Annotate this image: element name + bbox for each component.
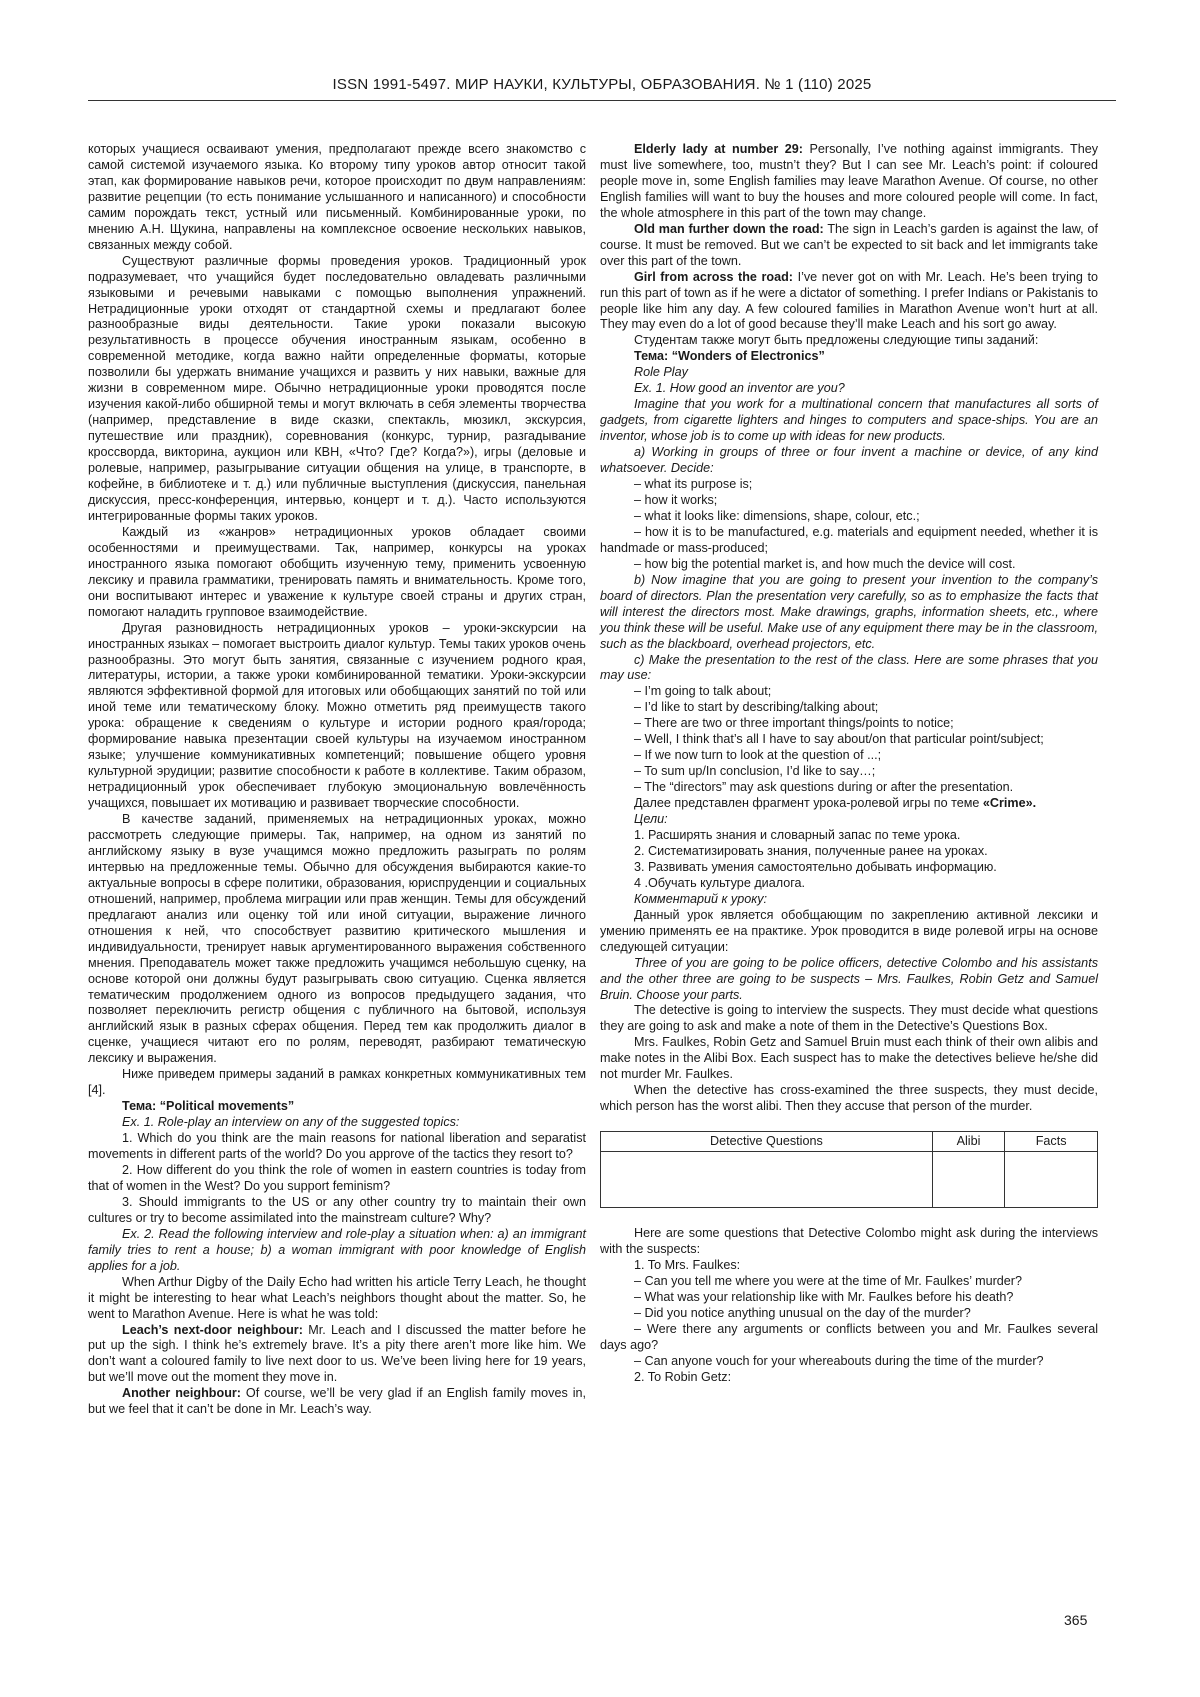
table-row <box>601 1152 1098 1208</box>
page-number: 365 <box>1064 1612 1087 1628</box>
table-cell <box>1005 1152 1098 1208</box>
list-item: 2. How different do you think the role of women in eastern countries is today from that of women in the West? Do you support feminism? <box>88 1163 586 1195</box>
list-item: 1. Which do you think are the main reasons for national liberation and separatist movements in different parts of the world? Do you approve of the tactics they resort to? <box>88 1131 586 1163</box>
list-item: – how big the potential market is, and how much the device will cost. <box>600 557 1098 573</box>
speaker-text: Mr. Leach and I discussed the matter before he put up the sigh. I think he’s extremely brave. It’s a pity there aren’t more like him. We don’t want a coloured family to live next door to us. We’ve been living here for 19 years, but we’ll move out the moment they move in. <box>88 1323 586 1385</box>
paragraph <box>600 796 1098 812</box>
exercise-subtitle: Role Play <box>600 365 1098 381</box>
paragraph: Каждый из «жанров» нетрадиционных уроков обладает своими особенностями и преимуществами. Так, например, конкурсы на уроках иностранного языка помогают обобщить изученную тему, применить усвоенную лексику и правила грамматики, тренировать память и внимательность. Кроме того, они воспитывают интерес и уважение к культуре своей страны и других стран, помогают наладить групповое взаимодействие. <box>88 525 586 621</box>
list-item: – Can anyone vouch for your whereabouts during the time of the murder? <box>600 1354 1098 1370</box>
paragraph: a) Working in groups of three or four invent a machine or device, of any kind whatsoever. Decide: <box>600 445 1098 477</box>
list-item: 1. Расширять знания и словарный запас по теме урока. <box>600 828 1098 844</box>
topic-title: «Crime». <box>983 796 1036 810</box>
paragraph: When Arthur Digby of the Daily Echo had written his article Terry Leach, he thought it might be interesting to hear what Leach’s neighbors thought about the matter. So, he went to Marathon Avenue. Here is what he was told: <box>88 1275 586 1323</box>
exercise-title: Ex. 1. How good an inventor are you? <box>600 381 1098 397</box>
list-item: – what its purpose is; <box>600 477 1098 493</box>
speaker-label: Leach’s next-door neighbour: <box>122 1323 303 1337</box>
left-column <box>88 142 586 1418</box>
list-item: – how it is to be manufactured, e.g. materials and equipment needed, whether it is handmade or mass-produced; <box>600 525 1098 557</box>
journal-header: ISSN 1991-5497. МИР НАУКИ, КУЛЬТУРЫ, ОБРАЗОВАНИЯ. № 1 (110) 2025 <box>88 76 1116 93</box>
paragraph: Существуют различные формы проведения уроков. Традиционный урок подразумевает, что учащийся будет последовательно овладевать различными языковыми и речевыми навыками с помощью выполнения упражнений. Нетрадиционные уроки отходят от стандартной схемы и предлагают более разнообразные виды деятельности. Такие уроки показали высокую результативность в процессе обучения иностранным языкам, особенно в современной методике, когда важно найти определенные форматы, которые позволили бы удержать внимание учащихся и развить у них навыки, важные для жизни в современном мире. Обычно нетрадиционные уроки проводятся после изучения какой-либо обширной темы и могут включать в себя элементы творчества (например, представление в виде сказки, спектакль, мюзикл, экскурсия, путешествие или праздник), соревнования (конкурс, турнир, разгадывание кроссворда, викторина, аукцион или КВН, «Что? Где? Когда?»), игры (деловые и ролевые, например, разыгрывание ситуации общения на улице, в транспорте, в кофейне, в библиотеке и т. д.) или публичные выступления (дискуссия, панельная дискуссия, пресс-конференция, интервью, концерт и т. д.). Часто используются интегрированные формы таких уроков. <box>88 254 586 525</box>
speaker-label: Another neighbour: <box>122 1386 241 1400</box>
exercise-title: Ex. 2. Read the following interview and role-play a situation when: a) an immigrant family tries to rent a house; b) a woman immigrant with poor knowledge of English applies for a job. <box>88 1227 586 1275</box>
paragraph: When the detective has cross-examined the three suspects, they must decide, which person has the worst alibi. Then they accuse that person of the murder. <box>600 1083 1098 1115</box>
topic-heading <box>88 1099 586 1115</box>
list-item: 2. Систематизировать знания, полученные ранее на уроках. <box>600 844 1098 860</box>
speaker-label: Old man further down the road: <box>634 222 824 236</box>
goals-heading: Цели: <box>600 812 1098 828</box>
paragraph: В качестве заданий, применяемых на нетрадиционных уроках, можно рассмотреть следующие примеры. Так, например, на одном из занятий по английскому языку в вузе учащимся можно предложить разыграть по ролям интервью на предложенные темы. Обычно для обсуждения выбираются какие-то актуальные вопросы в сфере политики, образования, юриспруденции и социальных отношений, например, проблема миграции или прав женщин. Темы для обсуждений предлагают анализ или оценку той или иной ситуации, выражение личного отношения к ней, что способствует развитию критического мышления и индивидуальности, тренирует навык аргументированного выражения собственного мнения. Преподаватель может также предложить учащимся небольшую сценку, на основе которой они должны будут разыгрывать свою ситуацию. Сценка является тематическим продолжением одного из вопросов предыдущего задания, что позволяет переключить регистр общения с публичного на бытовой, используя английский язык в разных сферах общения. Перед тем как продолжить диалог в сценке, учащиеся читают его по ролям, переводят, разбирают тематическую лексику и выражения. <box>88 812 586 1067</box>
paragraph: которых учащиеся осваивают умения, предполагают прежде всего знакомство с самой системой изучаемого языка. Ко второму типу уроков автор относит такой этап, как формирование навыков речи, которое происходит по двум направлениям: развитие рецепции (то есть понимание услышанного и написанного) и способности самим порождать текст, устный или письменный. Комбинированные уроки, по мнению А.Н. Щукина, направлены на комплексное освоение нескольких навыков, связанных между собой. <box>88 142 586 254</box>
list-item: – Did you notice anything unusual on the day of the murder? <box>600 1306 1098 1322</box>
list-item: – To sum up/In conclusion, I’d like to say…; <box>600 764 1098 780</box>
paragraph-text: Далее представлен фрагмент урока-ролевой игры по теме <box>634 796 983 810</box>
paragraph: The detective is going to interview the suspects. They must decide what questions they are going to ask and make a note of them in the Detective’s Questions Box. <box>600 1003 1098 1035</box>
dialogue-entry <box>600 142 1098 222</box>
speaker-text: Personally, I’ve nothing against immigrants. They must live somewhere, too, mustn’t they? But I can see Mr. Leach’s point: if coloured people move in, some English families may leave Marathon Avenue. Of course, no other English families will want to buy the houses and more coloured people will come. In fact, the whole atmosphere in this part of the town may change. <box>600 142 1098 220</box>
table-header-row <box>601 1132 1098 1152</box>
list-item: 3. Should immigrants to the US or any other country try to maintain their own cultures or try to become assimilated into the mainstream culture? Why? <box>88 1195 586 1227</box>
list-item: – Well, I think that’s all I have to say about/on that particular point/subject; <box>600 732 1098 748</box>
topic-title: Тема: “Political movements” <box>122 1099 294 1113</box>
list-item: – Can you tell me where you were at the time of Mr. Faulkes’ murder? <box>600 1274 1098 1290</box>
topic-heading <box>600 349 1098 365</box>
list-item: – I’d like to start by describing/talking about; <box>600 700 1098 716</box>
dialogue-entry <box>88 1386 586 1418</box>
paragraph: Другая разновидность нетрадиционных уроков – уроки-экскурсии на иностранных языках – помогает выстроить диалог культур. Темы таких уроков очень разнообразны. Это могут быть занятия, связанные с изучением родного края, литературы, истории, а также уроки комбинированной тематики. Уроки-экскурсии являются эффективной формой для итоговых или обобщающих занятий по той или иной теме или тематическому блоку. Можно отметить ряд преимуществ такого урока: обращение к сведениям о культуре и истории родного края/города; формирование навыка презентации своей культуры на изучаемом иностранном языке; улучшение коммуникативных компетенций; повышение общего уровня культурной эрудиции; развитие способности к работе в коллективе. Таким образом, нетрадиционный урок обеспечивает глубокую эмоциональную вовлечённость учащихся, повышает их мотивацию и развивает творческие способности. <box>88 621 586 812</box>
speaker-text: I’ve never got on with Mr. Leach. He’s been trying to run this part of town as if he were a dictator of something. I prefer Indians or Pakistanis to people like him any day. A few coloured families in Marathon Avenue won’t hurt at all. They may even do a lot of good because they’ll make Leach and his sort go away. <box>600 270 1098 332</box>
speaker-text: The sign in Leach’s garden is against the law, of course. It must be removed. But we can’t be expected to sit back and let immigrants take over this part of the town. <box>600 222 1098 268</box>
list-item: – The “directors” may ask questions during or after the presentation. <box>600 780 1098 796</box>
dialogue-entry <box>600 222 1098 270</box>
list-item: – Were there any arguments or conflicts between you and Mr. Faulkes several days ago? <box>600 1322 1098 1354</box>
list-item: – What was your relationship like with Mr. Faulkes before his death? <box>600 1290 1098 1306</box>
list-item: – If we now turn to look at the question of ...; <box>600 748 1098 764</box>
list-item: – what it looks like: dimensions, shape, colour, etc.; <box>600 509 1098 525</box>
dialogue-entry <box>88 1323 586 1387</box>
table-header-cell: Alibi <box>932 1132 1004 1152</box>
paragraph: Данный урок является обобщающим по закреплению активной лексики и умению применять ее на практике. Урок проводится в виде ролевой игры на основе следующей ситуации: <box>600 908 1098 956</box>
crime-table <box>600 1131 1098 1208</box>
list-item: – There are two or three important things/points to notice; <box>600 716 1098 732</box>
table-cell <box>601 1152 933 1208</box>
dialogue-entry <box>600 270 1098 334</box>
comment-heading: Комментарий к уроку: <box>600 892 1098 908</box>
paragraph: Ниже приведем примеры заданий в рамках конкретных коммуникативных тем [4]. <box>88 1067 586 1099</box>
list-item: 2. To Robin Getz: <box>600 1370 1098 1386</box>
header-rule <box>88 100 1116 101</box>
paragraph: c) Make the presentation to the rest of the class. Here are some phrases that you may use: <box>600 653 1098 685</box>
list-item: 3. Развивать умения самостоятельно добывать информацию. <box>600 860 1098 876</box>
paragraph: Three of you are going to be police officers, detective Colombo and his assistants and the other three are going to be suspects – Mrs. Faulkes, Robin Getz and Samuel Bruin. Choose your parts. <box>600 956 1098 1004</box>
exercise-title: Ex. 1. Role-play an interview on any of the suggested topics: <box>88 1115 586 1131</box>
table-header-cell: Detective Questions <box>601 1132 933 1152</box>
table-header-cell: Facts <box>1005 1132 1098 1152</box>
topic-title: Тема: “Wonders of Electronics” <box>634 349 825 363</box>
paragraph: Студентам также могут быть предложены следующие типы заданий: <box>600 333 1098 349</box>
speaker-text: Of course, we’ll be very glad if an English family moves in, but we feel that it can’t be done in Mr. Leach’s way. <box>88 1386 586 1416</box>
paragraph: Here are some questions that Detective Colombo might ask during the interviews with the suspects: <box>600 1226 1098 1258</box>
right-column <box>600 142 1098 1386</box>
paragraph: b) Now imagine that you are going to present your invention to the company’s board of directors. Plan the presentation very carefully, so as to emphasize the facts that will interest the directors most. Make drawings, graphs, information sheets, etc., where you think these will be useful. Make use of any equipment there may be in the classroom, such as the blackboard, overhead projectors, etc. <box>600 573 1098 653</box>
speaker-label: Elderly lady at number 29: <box>634 142 803 156</box>
list-item: – I’m going to talk about; <box>600 684 1098 700</box>
paragraph: Imagine that you work for a multinational concern that manufactures all sorts of gadgets, from cigarette lighters and hinges to computers and space-ships. You are an inventor, whose job is to come up with ideas for new products. <box>600 397 1098 445</box>
list-item: – how it works; <box>600 493 1098 509</box>
list-item: 1. To Mrs. Faulkes: <box>600 1258 1098 1274</box>
paragraph: Mrs. Faulkes, Robin Getz and Samuel Bruin must each think of their own alibis and make notes in the Alibi Box. Each suspect has to make the detectives believe he/she did not murder Mr. Faulkes. <box>600 1035 1098 1083</box>
list-item: 4 .Обучать культуре диалога. <box>600 876 1098 892</box>
speaker-label: Girl from across the road: <box>634 270 793 284</box>
table-cell <box>932 1152 1004 1208</box>
